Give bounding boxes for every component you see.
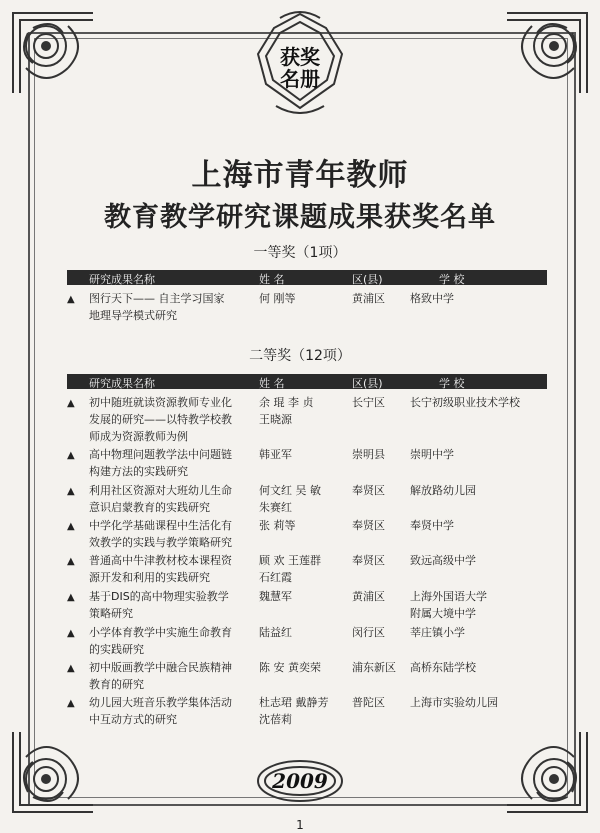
school: 解放路幼儿园	[410, 484, 476, 497]
triangle-bullet-icon: ▲	[67, 521, 75, 532]
district: 奉贤区	[352, 519, 385, 532]
project-line: 策略研究	[89, 607, 133, 620]
author-names: 顾 欢 王莲群	[259, 554, 321, 567]
badge-line-2: 名册	[280, 67, 320, 91]
project-line: 师成为资源教师为例	[89, 430, 188, 443]
triangle-bullet-icon: ▲	[67, 628, 75, 639]
header-school: 学 校	[439, 377, 465, 390]
project-line: 效教学的实践与教学策略研究	[89, 536, 232, 549]
author-names: 石红霞	[259, 571, 292, 584]
triangle-bullet-icon: ▲	[67, 698, 75, 709]
district: 黄浦区	[352, 292, 385, 305]
triangle-bullet-icon: ▲	[67, 592, 75, 603]
corner-ornament-bottom-right	[502, 727, 592, 817]
author-names: 朱赛红	[259, 501, 292, 514]
header-school: 学 校	[439, 273, 465, 286]
author-names: 王晓源	[259, 413, 292, 426]
table-header	[67, 270, 547, 285]
author-names: 陆益红	[259, 626, 292, 639]
corner-ornament-top-left	[8, 8, 98, 98]
project-line: 幼儿园大班音乐教学集体活动	[89, 696, 232, 709]
school: 高桥东陆学校	[410, 661, 476, 674]
school: 上海市实验幼儿园	[410, 696, 498, 709]
triangle-bullet-icon: ▲	[67, 398, 75, 409]
project-line: 教育的研究	[89, 678, 144, 691]
year-badge	[254, 756, 346, 806]
year-label: 2009	[272, 769, 328, 793]
project-line: 基于DIS的高中物理实验教学	[89, 590, 229, 603]
district: 黄浦区	[352, 590, 385, 603]
project-line: 图行天下—— 自主学习国家	[89, 292, 225, 305]
triangle-bullet-icon: ▲	[67, 294, 75, 305]
triangle-bullet-icon: ▲	[67, 663, 75, 674]
corner-ornament-top-right	[502, 8, 592, 98]
table-header	[67, 374, 547, 389]
project-line: 利用社区资源对大班幼儿生命	[89, 484, 232, 497]
project-line: 构建方法的实践研究	[89, 465, 188, 478]
header-project: 研究成果名称	[89, 377, 155, 390]
district: 闵行区	[352, 626, 385, 639]
school: 奉贤中学	[410, 519, 454, 532]
award-roll-badge	[246, 10, 354, 114]
page-number: 1	[296, 818, 304, 832]
author-names: 张 莉等	[259, 519, 296, 532]
author-names: 魏慧军	[259, 590, 292, 603]
header-name: 姓 名	[259, 377, 285, 390]
section-title-second-prize: 二等奖（12项）	[249, 348, 351, 364]
project-line: 初中版画教学中融合民族精神	[89, 661, 232, 674]
school: 崇明中学	[410, 448, 454, 461]
header-district: 区(县)	[352, 273, 383, 286]
author-names: 杜志珺 戴静芳	[259, 696, 329, 709]
author-names: 何 刚等	[259, 292, 296, 305]
district: 奉贤区	[352, 554, 385, 567]
page-title: 上海市青年教师	[191, 158, 409, 193]
project-line: 源开发和利用的实践研究	[89, 571, 210, 584]
district: 崇明县	[352, 448, 385, 461]
triangle-bullet-icon: ▲	[67, 486, 75, 497]
author-names: 沈蓓莉	[259, 713, 292, 726]
district: 奉贤区	[352, 484, 385, 497]
project-line: 的实践研究	[89, 643, 144, 656]
district: 浦东新区	[352, 661, 396, 674]
header-name: 姓 名	[259, 273, 285, 286]
project-line: 意识启蒙教育的实践研究	[89, 501, 210, 514]
school: 致远高级中学	[410, 554, 476, 567]
badge-line-1: 获奖	[280, 45, 320, 69]
project-line: 普通高中牛津教材校本课程资	[89, 554, 232, 567]
triangle-bullet-icon: ▲	[67, 556, 75, 567]
school: 附属大境中学	[410, 607, 476, 620]
section-title-first-prize: 一等奖（1项）	[253, 245, 347, 261]
school: 上海外国语大学	[410, 590, 487, 603]
triangle-bullet-icon: ▲	[67, 450, 75, 461]
header-project: 研究成果名称	[89, 273, 155, 286]
author-names: 余 琨 李 贞	[259, 396, 314, 409]
header-district: 区(县)	[352, 377, 383, 390]
author-names: 何文红 吴 敏	[259, 484, 321, 497]
project-line: 小学体育教学中实施生命教育	[89, 626, 232, 639]
project-line: 中互动方式的研究	[89, 713, 177, 726]
district: 普陀区	[352, 696, 385, 709]
project-line: 初中随班就读资源教师专业化	[89, 396, 232, 409]
page-subtitle: 教育教学研究课题成果获奖名单	[104, 202, 496, 233]
school: 长宁初级职业技术学校	[410, 396, 520, 409]
project-line: 高中物理问题教学法中问题链	[89, 448, 232, 461]
project-line: 地理导学模式研究	[89, 309, 177, 322]
corner-ornament-bottom-left	[8, 727, 98, 817]
project-line: 中学化学基础课程中生活化有	[89, 519, 232, 532]
author-names: 韩亚军	[259, 448, 292, 461]
school: 莘庄镇小学	[410, 626, 465, 639]
school: 格致中学	[410, 292, 454, 305]
project-line: 发展的研究——以特教学校教	[89, 413, 232, 426]
author-names: 陈 安 黄奕荣	[259, 661, 321, 674]
district: 长宁区	[352, 396, 385, 409]
